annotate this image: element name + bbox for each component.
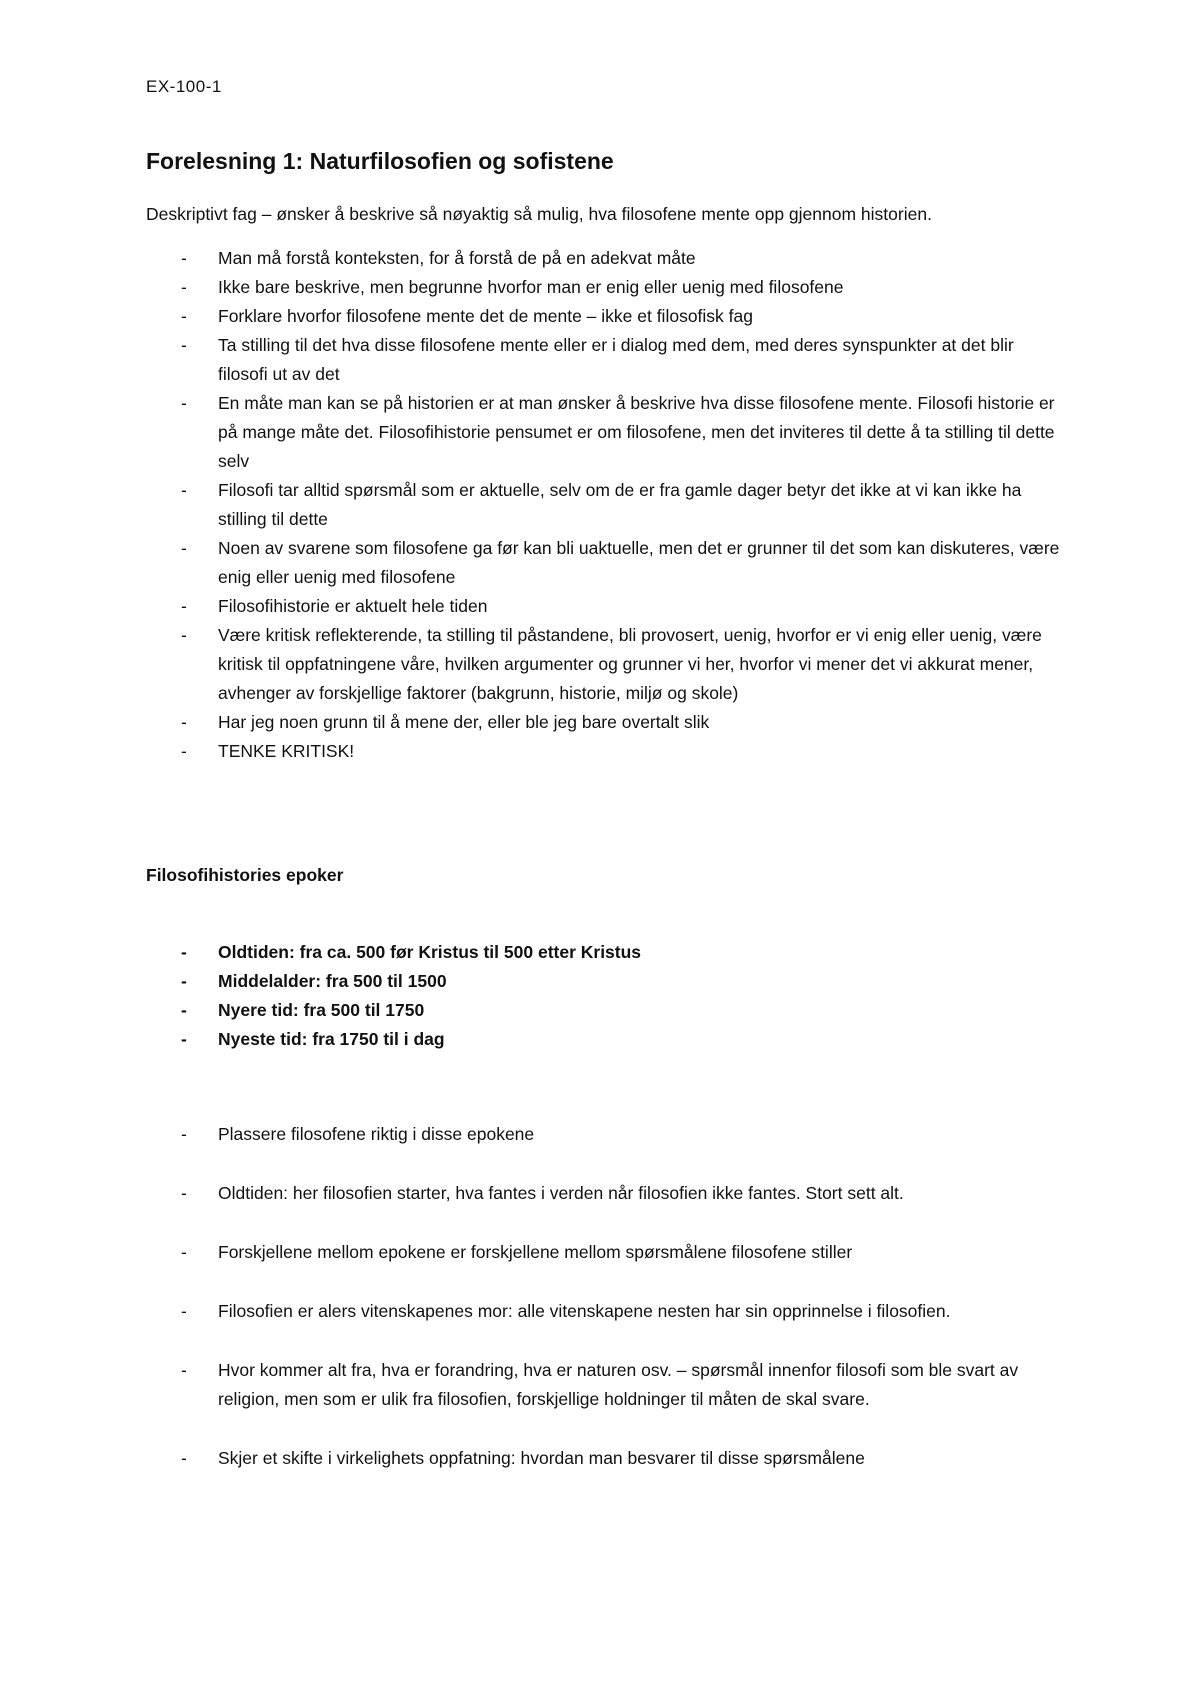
list-item — [146, 534, 1066, 592]
list-item — [146, 967, 1066, 996]
dash-bullet: - — [181, 1448, 187, 1468]
list-item — [146, 996, 1066, 1025]
dash-bullet: - — [181, 596, 187, 616]
dash-bullet: - — [181, 1029, 187, 1049]
epochs-notes-list — [146, 1120, 1066, 1503]
dash-bullet: - — [181, 306, 187, 326]
list-item-text: En måte man kan se på historien er at man ønsker å beskrive hva disse filosofene mente. Filosofi historie er på mange måte det. Filosofihistorie pensumet er om filosofene, men det inviteres til dette å ta stilling til dette selv — [218, 393, 1055, 471]
list-item-text: Forklare hvorfor filosofene mente det de mente – ikke et filosofisk fag — [218, 306, 753, 326]
dash-bullet: - — [181, 625, 187, 645]
dash-bullet: - — [181, 1360, 187, 1380]
list-item-text: Ikke bare beskrive, men begrunne hvorfor man er enig eller uenig med filosofene — [218, 277, 844, 297]
list-item — [146, 1356, 1066, 1414]
intro-paragraph: Deskriptivt fag – ønsker å beskrive så nøyaktig så mulig, hva filosofene mente opp gjennom historien. — [146, 204, 932, 224]
list-item-text: Nyeste tid: fra 1750 til i dag — [218, 1029, 445, 1049]
dash-bullet: - — [181, 741, 187, 761]
list-item-text: Man må forstå konteksten, for å forstå de på en adekvat måte — [218, 248, 696, 268]
list-item-text: Forskjellene mellom epokene er forskjellene mellom spørsmålene filosofene stiller — [218, 1242, 853, 1262]
list-item — [146, 476, 1066, 534]
list-item — [146, 389, 1066, 476]
dash-bullet: - — [181, 971, 187, 991]
dash-bullet: - — [181, 538, 187, 558]
dash-bullet: - — [181, 1000, 187, 1020]
dash-bullet: - — [181, 1124, 187, 1144]
list-item-text: Skjer et skifte i virkelighets oppfatning: hvordan man besvarer til disse spørsmålene — [218, 1448, 865, 1468]
list-item-text: Filosofihistorie er aktuelt hele tiden — [218, 596, 488, 616]
list-item-text: TENKE KRITISK! — [218, 741, 355, 761]
list-item — [146, 1238, 1066, 1267]
list-item — [146, 592, 1066, 621]
dash-bullet: - — [181, 393, 187, 413]
list-item — [146, 331, 1066, 389]
list-item-text: Filosofien er alers vitenskapenes mor: alle vitenskapene nesten har sin opprinnelse i filosofien. — [218, 1301, 951, 1321]
list-item-text: Nyere tid: fra 500 til 1750 — [218, 1000, 425, 1020]
list-item-text: Plassere filosofene riktig i disse epokene — [218, 1124, 535, 1144]
list-item — [146, 938, 1066, 967]
list-item — [146, 244, 1066, 273]
course-code: EX-100-1 — [146, 77, 222, 96]
list-item — [146, 1444, 1066, 1473]
dash-bullet: - — [181, 248, 187, 268]
dash-bullet: - — [181, 277, 187, 297]
dash-bullet: - — [181, 1183, 187, 1203]
list-item-text: Filosofi tar alltid spørsmål som er aktuelle, selv om de er fra gamle dager betyr det ikke at vi kan ikke ha stilling til dette — [218, 480, 1022, 529]
list-item — [146, 1179, 1066, 1208]
epochs-list — [146, 938, 1066, 1054]
list-item-text: Oldtiden: fra ca. 500 før Kristus til 500 etter Kristus — [218, 942, 642, 962]
list-item — [146, 302, 1066, 331]
page-title: Forelesning 1: Naturfilosofien og sofistene — [146, 148, 614, 174]
list-item-text: Være kritisk reflekterende, ta stilling til påstandene, bli provosert, uenig, hvorfor er vi enig eller uenig, være kritisk til oppfatningene våre, hvilken argumenter og grunner vi her, hvorfor vi mener det vi akkurat mener, avhenger av forskjellige faktorer (bakgrunn, historie, miljø og skole) — [218, 625, 1042, 703]
dash-bullet: - — [181, 1242, 187, 1262]
dash-bullet: - — [181, 335, 187, 355]
list-item — [146, 708, 1066, 737]
list-item — [146, 621, 1066, 708]
list-item — [146, 1120, 1066, 1149]
section-heading-epochs: Filosofihistories epoker — [146, 865, 344, 885]
list-item — [146, 273, 1066, 302]
list-item — [146, 737, 1066, 766]
list-item-text: Ta stilling til det hva disse filosofene mente eller er i dialog med dem, med deres synspunkter at det blir filosofi ut av det — [218, 335, 1014, 384]
list-item — [146, 1297, 1066, 1326]
dash-bullet: - — [181, 480, 187, 500]
list-item-text: Noen av svarene som filosofene ga før kan bli uaktuelle, men det er grunner til det som kan diskuteres, være enig eller uenig med filosofene — [218, 538, 1060, 587]
dash-bullet: - — [181, 712, 187, 732]
list-item — [146, 1025, 1066, 1054]
dash-bullet: - — [181, 942, 187, 962]
list-item-text: Oldtiden: her filosofien starter, hva fantes i verden når filosofien ikke fantes. Stort sett alt. — [218, 1183, 904, 1203]
lecture-notes-list — [146, 244, 1066, 766]
dash-bullet: - — [181, 1301, 187, 1321]
list-item-text: Hvor kommer alt fra, hva er forandring, hva er naturen osv. – spørsmål innenfor filosofi som ble svart av religion, men som er ulik fra filosofien, forskjellige holdninger til måten de skal svare. — [218, 1360, 1019, 1409]
list-item-text: Middelalder: fra 500 til 1500 — [218, 971, 447, 991]
list-item-text: Har jeg noen grunn til å mene der, eller ble jeg bare overtalt slik — [218, 712, 710, 732]
